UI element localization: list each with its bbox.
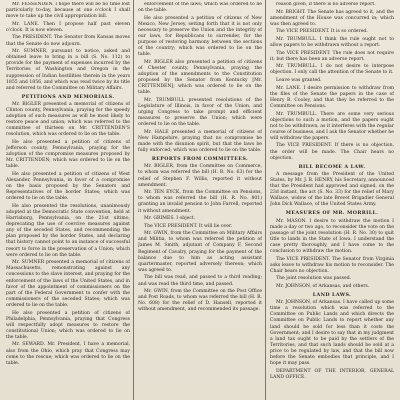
- column-3: [270, 2, 394, 400]
- paragraph: The VICE PRESIDENT. It is so ordered.: [276, 29, 368, 35]
- paragraph: The VICE PRESIDENT. The Senator from Virginia asks leave to withdraw his motion to reconsider. The Chair hears no objection.: [270, 256, 394, 274]
- paragraph: Mr. TRUMBULL. There are some very serious objections to such a motion, and the papers ought not to be withdrawn, as it interferes with the regular course of business, and I ask the Senator whether he will withdraw the papers.: [270, 111, 394, 141]
- paragraph: Mr. BIGLER also presented a petition of citizens of Chester county, Pennsylvania, praying the adoption of the amendments to the Constitution proposed by the Senator from Kentucky [Mr. CRITTENDEN]; which was ordered to lie on the table.: [138, 59, 262, 96]
- paragraph: Mr. JOHNSON, of Arkansas, and others.: [276, 283, 370, 289]
- paragraph: A message from the President of the United States, by Mr. J. B. HENRY, his Secretary, announced that the President had approved and signed, on the 23d instant, the act (S. No. 33) for the relief of Mary Wallace, widow of the late Brevet Brigadier General John Dick Wallace, of the United States Army.: [270, 171, 394, 208]
- section-heading: LAND LAWS.: [312, 292, 352, 299]
- paragraph: reason given, if there is no adverse report.: [276, 2, 376, 7]
- paragraph: Leave was granted.: [276, 78, 322, 84]
- paragraph: The VICE PRESIDENT. If there is no objection, the order will be made. The Chair hears no objection.: [270, 143, 394, 161]
- section-heading: MEASURES OF MR. MORRILL.: [285, 210, 379, 217]
- paragraph: DEPARTMENT OF THE INTERIOR, GENERAL LAND OFFICE.: [270, 368, 394, 380]
- paragraph: The VICE PRESIDENT. It will lie over.: [144, 223, 233, 229]
- section-heading: REPORTS FROM COMMITTEES.: [151, 156, 249, 163]
- paragraph: Mr. GWIN, from the Committee on Military Affairs and Militia, to whom was referred the petition of James M. Smith, adjutant of Company F, Second Regiment of Cavalry, praying for the payment of the balance due to him as acting assistant quartermaster, reported adversely thereon; which was agreed to.: [138, 231, 262, 273]
- paragraph: He also presented a petition of citizens of Jefferson county, Pennsylvania, praying for the adoption of the compromise measures proposed by Mr. CRITTENDEN; which was ordered to lie on the table.: [6, 139, 130, 170]
- paragraph: He also presented a petition of citizens of New Mexico, New Jersey, setting forth that it is not only necessary to preserve the Union and the integrity of our laws, for Republicans to surrender, for the purpose of restoring harmony between the sections of the country; which was ordered to lie on the table.: [138, 15, 262, 58]
- paragraph: Mr. LANE. I desire permission to withdraw from the files of the Senate the papers in the case of Henry B. Cooley, and that they be referred to the Committee on Pensions.: [270, 85, 394, 109]
- column-1: [6, 2, 130, 400]
- paragraph: Mr. SUMNER presented a memorial of citizens of Massachusetts, remonstrating against any concessions to the slave interest, and praying for the enforcement of the laws of the United States, and in favor of the appointment of commissioners on the part of the Federal Government to confer with the commissioners of the seceded States; which was ordered to lie on the table.: [6, 260, 130, 308]
- paragraph: Mr. BIGLER, from the Committee on Commerce, to whom was referred the bill (H. R. No. 63) for the relief of Stephen F. Willis, reported it without amendment.: [138, 164, 262, 188]
- paragraph: Mr. FESSENDEN. I hope there will be no time lost particularly to-day, because at one o'clock I shall move to take up the civil appropriation bill.: [6, 2, 130, 20]
- paragraph: He also presented a petition of citizens of Philadelphia, Pennsylvania, praying that Congress will respectfully adopt measures to restore the constitutional Union; which was ordered to lie on the table.: [6, 310, 130, 340]
- paragraph: Mr. HALE presented a memorial of citizens of New Hampshire, praying that no compromise be made with the disunion spirit, but that the laws be fully enforced; which was ordered to lie on the table.: [138, 129, 262, 154]
- paragraph: He also presented a petition of citizens of West Alexander, Pennsylvania, in favor of a compromise on the basis proposed by the Senators and Representatives of the border States; which was ordered to lie on the table.: [6, 171, 130, 202]
- section-heading: PETITIONS AND MEMORIALS.: [21, 93, 115, 100]
- paragraph: Mr. TRUMBULL presented resolutions of the Legislature of Illinois, in favor of the Union, and urging Congress to take prompt and efficient measures to preserve the Union; which were ordered to lie on the table.: [138, 97, 262, 128]
- paragraph: Mr. GRIMES. I object.: [144, 216, 196, 222]
- paragraph: Mr. SUMNER, pursuant to notice, asked and obtained leave to bring in a bill (S. No. 112) to provide for the payment of expenses incurred by the Territories of Washington and Oregon in the suppression of Indian hostilities therein in the years 1855 and 1856, and which was read twice by its title and referred to the Committee on Military Affairs.: [6, 49, 130, 91]
- paragraph: Mr. MASON. I desire to withdraw the motion I made a day or two ago, to reconsider the vote on the passage of the joint resolution (H. R. No. 30) to quit title to lands in the State of Iowa. I understand the case pretty thoroughly, and I have come to the conclusion to withdraw the motion.: [270, 218, 394, 254]
- column-2: [138, 2, 262, 400]
- paragraph: Mr. TEN EYCK, from the Committee on Pensions, to whom was referred the bill (H. R. No. 801) granting an invalid pension to John Farrell, reported it without amendment.: [138, 190, 262, 214]
- paragraph: Mr. GWIN, from the Committee on the Post Office and Post Roads, to whom was referred the bill (H. R. No. 608) for the relief of D. Hansell, reported it without amendment, and recommended its passage.: [138, 289, 262, 313]
- paragraph: Mr. SEWARD. Mr. President, I have a memorial, also from the Ohio, which pray that Congress may come to the rescue; which was ordered to lie on the table.: [6, 342, 130, 366]
- section-heading: BILL BECOME A LAW.: [298, 163, 366, 170]
- paragraph: Mr. BRIGHT. The Senate has agreed to it, and the amendment of the House was concurred in; which was then agreed to.: [270, 9, 394, 27]
- paragraph: The bill was read, and passed to a third reading; and was read the third time, and passed.: [138, 275, 262, 287]
- paragraph: Mr. TRUMBULL. I do not desire to interpose objection. I only call the attention of the Senate to it.: [270, 64, 394, 76]
- column-divider-1: [133, 0, 134, 400]
- paragraph: Mr. LANE. Then I propose half past eleven o'clock. It is now eleven.: [6, 21, 130, 33]
- paragraph: He also presented the resolutions, unanimously adopted at the Democratic State convention, held at Harrisburg, Pennsylvania, on the 21st ultimo, deprecating the use of coercive measures against any of the seceded States, and recommending the plan proposed by the border States, and declaring that history cannot point to an instance of successful resort to force in the preservation of a Union; which were ordered to lie on the table.: [6, 203, 130, 258]
- paragraph: Mr. BIGLER presented a memorial of citizens of Clinton county, Pennsylvania, praying for the speedy adoption of such measures as will be most likely to restore peace and union; which was referred to the committee of thirteen on Mr. CRITTENDEN'S resolution, which was ordered to lie on the table.: [6, 101, 130, 138]
- paragraph: The PRESIDENT. The Senator from Kansas moves that the Senate do now adjourn.: [6, 35, 130, 47]
- paragraph: Mr. JOHNSON, of Arkansas. I have called up some time a resolution which was referred to the Committee on Public Lands and which directs the Committee on Public Lands to report whether any land should be sold for less than it costs the Government; and I desire to say that in my judgment a land tax ought to be paid by the settlers of the Territories, and that such lands should be sold at a price to be regulated by law, and that the bill now before the Senate embodies that principle, and I hope it may pass.: [270, 300, 394, 367]
- paragraph: enforcement of the laws; which was ordered to lie on the table.: [138, 2, 262, 14]
- paragraph: Mr. TRUMBULL. I think the rule ought not to allow papers to be withdrawn without a report.: [270, 36, 394, 49]
- column-divider-2: [265, 0, 266, 400]
- paragraph: The VICE PRESIDENT. The rule does not require it; but there has been an adverse report.: [270, 50, 394, 62]
- paragraph: The joint resolution was passed.: [276, 276, 352, 282]
